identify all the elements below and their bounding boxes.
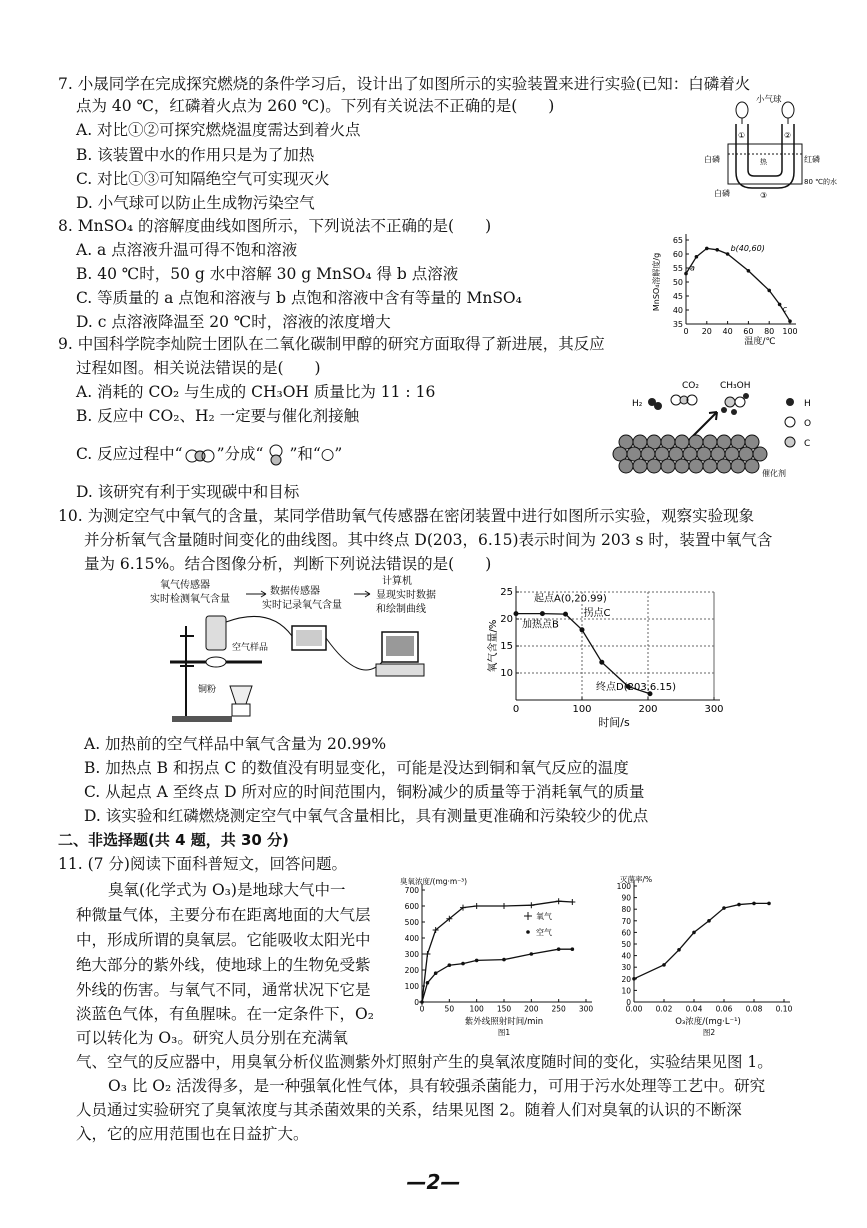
y-tick-label: 60 <box>621 928 631 938</box>
q9-option-c <box>76 442 342 468</box>
y-axis-label: 臭氧浓度/(mg·m⁻³) <box>400 877 468 886</box>
y-axis-label: MnSO₄溶解度/g <box>652 252 661 312</box>
x-tick-label: 0 <box>419 1004 425 1014</box>
x-tick-label: 250 <box>551 1004 566 1014</box>
q9-option-c-part2: ”分成“ <box>216 445 264 463</box>
data-point <box>501 903 507 909</box>
data-point <box>684 272 688 276</box>
ozone-fig1-chart <box>396 872 596 1042</box>
y-tick-label: 55 <box>672 264 683 273</box>
data-point <box>705 247 709 251</box>
q8-option-b: B. 40 ℃时，50 g 水中溶解 30 g MnSO₄ 得 b 点溶液 <box>76 265 459 283</box>
q7-stem-line1: 7. 小晟同学在完成探究燃烧的条件学习后，设计出了如图所示的实验装置来进行实验(已知：白磷着火 <box>58 75 751 93</box>
y-tick-label: 50 <box>672 278 683 287</box>
q10-copper-label: 铜粉 <box>198 685 217 695</box>
q9-stem-line1: 9. 中国科学院李灿院士团队在二氧化碳制甲醇的研究方面取得了新进展，其反应 <box>58 335 605 353</box>
data-point <box>420 1000 424 1004</box>
annotation-end-d: 终点D(203,6.15) <box>596 681 677 693</box>
y-tick-label: 80 <box>621 905 631 915</box>
x-tick-label: 60 <box>743 327 754 336</box>
q11-p1-tail: 气、空气的反应器中，用臭氧分析仪监测紫外灯照射产生的臭氧浓度随时间的变化，实验结果见图 1。 <box>76 1053 773 1071</box>
x-tick-label: 0.00 <box>625 1004 643 1014</box>
q7-option-b: B. 该装置中水的作用只是为了加热 <box>76 146 315 164</box>
figure-caption: 图2 <box>702 1028 716 1037</box>
q7-balloon-label: 小气球 <box>756 95 782 105</box>
mnso4-solubility-chart <box>650 232 810 346</box>
q11-p1-line1: 臭氧(化学式为 O₃)是地球大气中一 <box>108 881 346 899</box>
y-tick-label: 100 <box>404 982 419 991</box>
x-tick-label: 300 <box>704 704 724 715</box>
q11-p2-line3: 入，它的应用范围也在日益扩大。 <box>76 1125 309 1143</box>
data-point <box>767 902 771 906</box>
q11-p1-line2: 种微量气体，主要分布在距离地面的大气层 <box>76 906 371 924</box>
q11-stem: 11. (7 分)阅读下面科普短文，回答问题。 <box>58 855 347 873</box>
q10-pc-label3: 和绘制曲线 <box>376 604 426 615</box>
data-point <box>778 303 782 307</box>
y-tick-label: 40 <box>672 306 683 315</box>
data-point <box>788 319 792 323</box>
data-point <box>514 611 519 616</box>
co2-molecule-icon <box>183 442 217 468</box>
data-point <box>540 611 545 616</box>
data-point <box>747 269 751 273</box>
y-tick-label: 300 <box>404 950 419 959</box>
x-tick-label: 0.02 <box>655 1004 673 1014</box>
point-label: a <box>690 263 695 273</box>
q11-p2-line2: 人员通过实验研究了臭氧浓度与其杀菌效果的关系，结果见图 2。随着人们对臭氧的认识的不断深 <box>76 1101 742 1119</box>
q10-sensor-label2: 实时检测氧气含量 <box>150 594 230 605</box>
legend-label-air: 空气 <box>536 928 552 937</box>
page-number: —2— <box>406 1170 461 1194</box>
x-tick-label: 0.06 <box>715 1004 733 1014</box>
q9-reaction-figure <box>612 372 827 482</box>
q7-stem-line2: 点为 40 ℃，红磷着火点为 260 ℃)。下列有关说法不正确的是( ) <box>76 97 555 115</box>
y-tick-label: 500 <box>404 918 419 927</box>
y-tick-label: 30 <box>621 963 631 973</box>
q9-option-b: B. 反应中 CO₂、H₂ 一定要与催化剂接触 <box>76 407 360 425</box>
q7-red-p-label: 红磷 <box>804 155 820 164</box>
q10-option-d: D. 该实验和红磷燃烧测定空气中氧气含量相比，具有测量更准确和污染较少的优点 <box>84 807 649 825</box>
q10-pc-label2: 显现实时数据 <box>376 590 436 601</box>
y-axis-label: 灭菌率/% <box>620 875 653 884</box>
q9-option-a: A. 消耗的 CO₂ 与生成的 CH₃OH 质量比为 11 : 16 <box>76 383 436 401</box>
q9-legend-c: C <box>804 439 811 449</box>
x-tick-label: 50 <box>444 1004 455 1014</box>
y-tick-label: 100 <box>616 882 631 891</box>
data-point <box>707 919 711 923</box>
data-point <box>461 962 465 966</box>
q9-legend-o: O <box>804 419 812 429</box>
data-point <box>528 902 534 908</box>
x-axis-label: 温度/℃ <box>744 337 776 347</box>
q9-stem-line2: 过程如图。相关说法错误的是( ) <box>76 359 321 377</box>
q10-sensor-label1: 氧气传感器 <box>160 580 210 591</box>
x-tick-label: 0.10 <box>775 1004 793 1014</box>
q9-co2-label: CO₂ <box>682 381 699 391</box>
y-tick-label: 70 <box>621 916 631 926</box>
y-tick-label: 40 <box>621 951 631 961</box>
x-tick-label: 0 <box>512 704 520 715</box>
y-tick-label: 20 <box>500 614 513 625</box>
q7-option-c: C. 对比①③可知隔绝空气可实现灭火 <box>76 170 330 188</box>
ozone-fig2-chart <box>612 872 802 1042</box>
q10-option-a: A. 加热前的空气样品中氧气含量为 20.99% <box>84 735 387 753</box>
data-point <box>434 971 438 975</box>
q7-option-d: D. 小气球可以防止生成物污染空气 <box>76 194 315 212</box>
point-label: b(40,60) <box>730 244 765 253</box>
x-tick-label: 0 <box>683 327 689 336</box>
y-tick-label: 200 <box>404 966 419 975</box>
x-axis-label: 紫外线照射时间/min <box>464 1017 544 1027</box>
q11-p2-line1: O₃ 比 O₂ 活泼得多，是一种强氧化性气体，具有较强杀菌能力，可用于污水处理等工艺中。研究 <box>108 1077 766 1095</box>
oxygen-content-chart <box>484 584 729 732</box>
x-tick-label: 0.04 <box>685 1004 703 1014</box>
y-tick-label: 400 <box>404 934 419 943</box>
x-tick-label: 40 <box>722 327 733 336</box>
q9-option-c-part3: ”和“○” <box>289 445 343 463</box>
legend-marker-air <box>526 930 530 934</box>
x-tick-label: 200 <box>524 1004 539 1014</box>
data-point <box>448 963 452 967</box>
y-tick-label: 60 <box>672 250 683 259</box>
q11-p1-line4: 绝大部分的紫外线，使地球上的生物免受紫 <box>76 956 371 974</box>
data-point <box>677 948 681 952</box>
y-tick-label: 45 <box>672 292 683 301</box>
data-point <box>502 958 506 962</box>
data-point <box>599 660 604 665</box>
x-tick-label: 100 <box>469 1004 484 1014</box>
data-point <box>715 248 719 252</box>
q10-data-label1: 数据传感器 <box>270 586 320 597</box>
q10-air-label: 空气样品 <box>232 643 269 653</box>
q9-option-c-part1: C. 反应过程中“ <box>76 445 183 463</box>
data-point <box>632 977 636 981</box>
q7-hot-label: 热 <box>760 158 767 166</box>
data-point <box>726 252 730 256</box>
data-point <box>767 289 771 293</box>
q11-p1-line7: 可以转化为 O₃。研究人员分别在充满氧 <box>76 1029 348 1047</box>
y-axis-label: 氧气含量/% <box>488 619 499 673</box>
data-point <box>692 931 696 935</box>
point-label: c <box>782 304 788 314</box>
q8-option-d: D. c 点溶液降温至 20 ℃时，溶液的浓度增大 <box>76 313 391 331</box>
y-tick-label: 20 <box>621 974 631 984</box>
data-point <box>474 903 480 909</box>
q10-stem-line3: 量为 6.15%。结合图像分析，判断下列说法错误的是( ) <box>84 555 492 573</box>
q10-pc-label1: 计算机 <box>382 576 412 587</box>
x-tick-label: 300 <box>578 1004 594 1014</box>
x-tick-label: 80 <box>764 327 775 336</box>
data-point <box>722 906 726 910</box>
y-tick-label: 600 <box>404 902 419 911</box>
data-point <box>662 963 666 967</box>
data-point <box>569 899 575 905</box>
figure-caption: 图1 <box>497 1028 511 1037</box>
data-point <box>563 612 568 617</box>
q7-white-p2-label: 白磷 <box>714 189 730 198</box>
x-axis-label: 时间/s <box>598 716 630 729</box>
x-tick-label: 200 <box>638 704 658 715</box>
q9-ch3oh-label: CH₃OH <box>720 381 751 391</box>
co-molecule-icon <box>263 442 289 468</box>
x-tick-label: 20 <box>701 327 712 336</box>
y-tick-label: 700 <box>404 886 419 895</box>
y-tick-label: 15 <box>500 641 513 652</box>
q10-stem-line2: 并分析氧气含量随时间变化的曲线图。其中终点 D(203，6.15)表示时间为 203 s 时，装置中氧气含 <box>84 531 773 549</box>
q9-option-d: D. 该研究有利于实现碳中和目标 <box>76 483 300 501</box>
section-2-heading: 二、非选择题(共 4 题，共 30 分) <box>58 831 289 849</box>
legend-marker-oxygen <box>524 912 532 920</box>
q11-p1-line6: 淡蓝色气体，有鱼腥味。在一定条件下，O₂ <box>76 1005 374 1023</box>
annotation-turn-c: 拐点C <box>583 608 611 620</box>
data-point <box>530 952 534 956</box>
q9-catalyst-label: 催化剂 <box>762 469 786 478</box>
q9-legend-h: H <box>804 399 811 409</box>
data-point <box>424 951 430 957</box>
x-tick-label: 150 <box>496 1004 512 1014</box>
q10-stem-line1: 10. 为测定空气中氧气的含量，某同学借助氧气传感器在密闭装置中进行如图所示实验，观察实验现象 <box>58 507 755 525</box>
data-point <box>695 255 699 259</box>
data-point <box>752 902 756 906</box>
q10-data-label2: 实时记录氧气含量 <box>262 600 342 611</box>
x-tick-label: 100 <box>572 704 592 715</box>
q7-option-a: A. 对比①②可探究燃烧温度需达到着火点 <box>76 121 361 139</box>
data-point <box>557 947 561 951</box>
annotation-start-a: 起点A(0,20.99) <box>534 593 607 605</box>
q11-p1-line3: 中，形成所谓的臭氧层。它能吸收太阳光中 <box>76 931 371 949</box>
x-tick-label: 100 <box>782 327 798 336</box>
q11-p1-line5: 外线的伤害。与氧气不同，通常状况下它是 <box>76 981 371 999</box>
legend-label-oxygen: 氧气 <box>536 912 552 921</box>
q10-option-b: B. 加热点 B 和拐点 C 的数值没有明显变化，可能是没达到铜和氧气反应的温度 <box>84 759 629 777</box>
data-point <box>556 898 562 904</box>
y-tick-label: 25 <box>500 587 513 598</box>
q10-option-c: C. 从起点 A 至终点 D 所对应的时间范围内，铜粉减少的质量等于消耗氧气的质量 <box>84 783 645 801</box>
q9-h2-label: H₂ <box>632 399 643 409</box>
q7-marker-1: ① <box>738 131 746 140</box>
y-tick-label: 65 <box>672 236 683 245</box>
annotation-heat-b: 加热点B <box>522 619 559 631</box>
data-point <box>571 947 575 951</box>
q10-apparatus-figure <box>150 576 480 726</box>
y-tick-label: 90 <box>621 893 631 903</box>
q7-white-p-label: 白磷 <box>704 155 720 164</box>
q7-marker-2: ② <box>784 131 792 140</box>
q8-option-c: C. 等质量的 a 点饱和溶液与 b 点饱和溶液中含有等量的 MnSO₄ <box>76 289 522 307</box>
x-tick-label: 0.08 <box>745 1004 763 1014</box>
series-line-0 <box>634 903 769 978</box>
q8-stem: 8. MnSO₄ 的溶解度曲线如图所示，下列说法不正确的是( ) <box>58 217 492 235</box>
data-point <box>475 959 479 963</box>
q7-water-label: 80 ℃的水 <box>804 178 837 186</box>
q7-apparatus-figure <box>700 92 837 204</box>
y-tick-label: 35 <box>672 320 683 329</box>
data-point <box>737 903 741 907</box>
y-tick-label: 50 <box>621 940 631 949</box>
data-point <box>580 627 585 632</box>
q7-marker-3: ③ <box>760 191 768 200</box>
data-point <box>426 981 430 985</box>
series-line-0 <box>686 248 790 321</box>
y-tick-label: 0 <box>414 998 419 1007</box>
y-tick-label: 10 <box>500 668 513 679</box>
y-tick-label: 10 <box>621 986 631 996</box>
series-line-1 <box>422 949 572 1002</box>
q8-option-a: A. a 点溶液升温可得不饱和溶液 <box>76 241 298 259</box>
y-tick-label: 0 <box>626 998 631 1007</box>
x-axis-label: O₃浓度/(mg·L⁻¹) <box>675 1017 741 1027</box>
